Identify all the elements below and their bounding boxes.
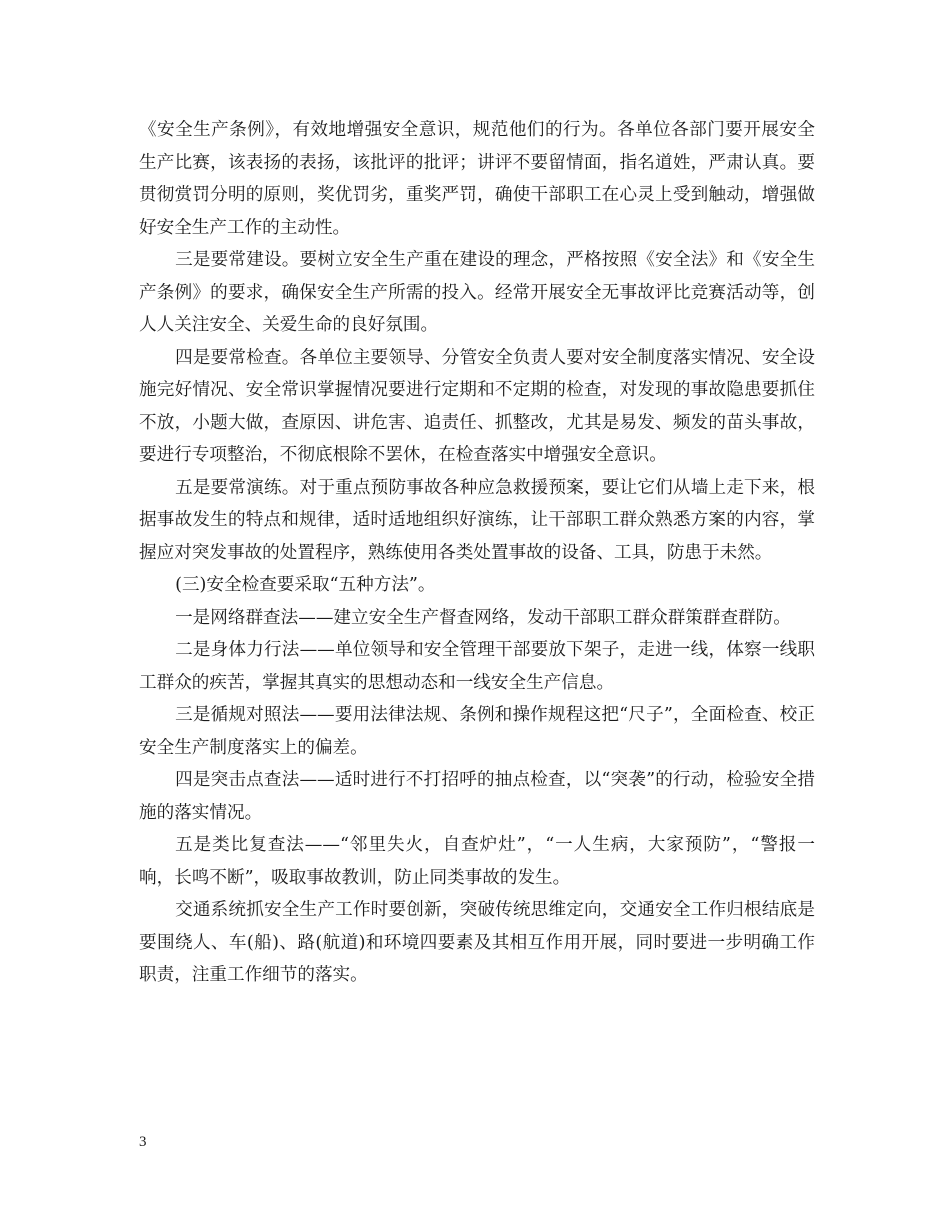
paragraph-traffic-safety: 交通系统抓安全生产工作时要创新，突破传统思维定向，交通安全工作归根结底是要围绕人、车(船)、路(航道)和环境四要素及其相互作用开展，同时要进一步明确工作职责，注重工作细节的落实。 [139, 900, 815, 985]
paragraph-hands-on-method: 二是身体力行法——单位领导和安全管理干部要放下架子，走进一线，体察一线职工群众的疾苦，掌握其真实的思想动态和一线安全生产信息。 [139, 640, 815, 693]
document-body [139, 114, 815, 992]
paragraph-analogy-review: 五是类比复查法——“邻里失火，自查炉灶”，“一人生病，大家预防”，“警报一响，长鸣不断”，吸取事故教训，防止同类事故的发生。 [139, 835, 815, 888]
paragraph-regular-inspection: 四是要常检查。各单位主要领导、分管安全负责人要对安全制度落实情况、安全设施完好情况、安全常识掌握情况要进行定期和不定期的检查，对发现的事故隐患要抓住不放，小题大做，查原因、讲危害、追责任、抓整改，尤其是易发、频发的苗头事故，要进行专项整治，不彻底根除不罢休，在检查落实中增强安全意识。 [139, 347, 815, 465]
paragraph-spot-check: 四是突击点查法——适时进行不打招呼的抽点检查，以“突袭”的行动，检验安全措施的落实情况。 [139, 770, 815, 823]
paragraph-regular-drills: 五是要常演练。对于重点预防事故各种应急救援预案，要让它们从墙上走下来，根据事故发生的特点和规律，适时适地组织好演练，让干部职工群众熟悉方案的内容，掌握应对突发事故的处置程序，熟练使用各类处置事故的设备、工具，防患于未然。 [139, 477, 815, 563]
paragraph-regular-construction: 三是要常建设。要树立安全生产重在建设的理念，严格按照《安全法》和《安全生产条例》的要求，确保安全生产所需的投入。经常开展安全无事故评比竞赛活动等，创人人关注安全、关爱生命的良好氛围。 [139, 250, 815, 335]
section-heading-five-methods: (三)安全检查要采取“五种方法”。 [175, 575, 436, 595]
paragraph-continuation: 《安全生产条例》，有效地增强安全意识，规范他们的行为。各单位各部门要开展安全生产比赛，该表扬的表扬，该批评的批评；讲评不要留情面，指名道姓，严肃认真。要贯彻赏罚分明的原则，奖优罚劣，重奖严罚，确使干部职工在心灵上受到触动，增强做好安全生产工作的主动性。 [139, 120, 815, 238]
page-number: 3 [139, 1134, 147, 1150]
paragraph-network-inspection: 一是网络群查法——建立安全生产督查网络，发动干部职工群众群策群查群防。 [175, 607, 791, 628]
paragraph-compliance-check: 三是循规对照法——要用法律法规、条例和操作规程这把“尺子”，全面检查、校正安全生产制度落实上的偏差。 [139, 705, 815, 758]
